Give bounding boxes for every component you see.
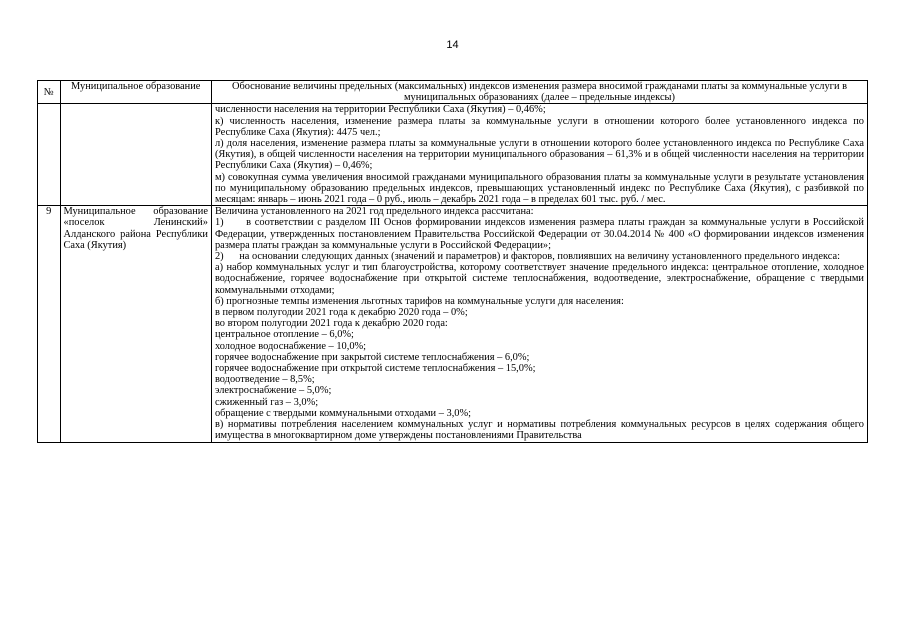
row-municipality — [60, 104, 211, 206]
row-justification — [211, 206, 867, 442]
justification-line: электроснабжение – 5,0%; — [214, 385, 332, 397]
row-justification — [211, 104, 867, 206]
justification-line: 2) на основании следующих данных (значений и параметров) и факторов, повлиявших на величину установленного предельного индекса: — [214, 251, 840, 263]
justification-line: в первом полугодии 2021 года к декабрю 2020 года – 0%; — [214, 307, 468, 319]
justification-line: водоотведение – 8,5%; — [214, 374, 315, 386]
justification-line: во втором полугодии 2021 года к декабрю 2020 года: — [214, 318, 448, 330]
row-number — [38, 104, 61, 206]
row-number: 9 — [38, 206, 61, 442]
page-number: 14 — [446, 39, 459, 51]
justification-line: горячее водоснабжение при открытой системе теплоснабжения – 15,0%; — [214, 363, 536, 375]
justification-line: численности населения на территории Республики Саха (Якутия) – 0,46%; — [214, 104, 546, 116]
justification-line: л) доля населения, изменение размера платы за коммунальные услуги в отношении которого более установленного индекса по Республике Саха (Якутия), в общей численности населения на территории муниципального образования – 61,3% и в общей численности населения на территории Республики Саха (Якутия) – 0,46%; — [214, 138, 864, 172]
justification-line: обращение с твердыми коммунальными отходами – 3,0%; — [214, 407, 472, 419]
header-municipality: Муниципальное образование — [60, 81, 211, 104]
justification-line: к) численность населения, изменение размера платы за коммунальные услуги в отношении которого более установленного индекса по Республике Саха (Якутия): 4475 чел.; — [214, 115, 864, 138]
justification-line: Величина установленного на 2021 год предельного индекса рассчитана: — [214, 206, 534, 218]
justification-line: б) прогнозные темпы изменения льготных тарифов на коммунальные услуги для населения: — [214, 295, 624, 307]
justification-line: холодное водоснабжение – 10,0%; — [214, 340, 367, 352]
justification-line: сжиженный газ – 3,0%; — [214, 396, 319, 408]
justification-line: горячее водоснабжение при закрытой системе теплоснабжения – 6,0%; — [214, 351, 530, 363]
header-num: № — [38, 81, 61, 104]
table-row — [38, 104, 868, 206]
justification-line: м) совокупная сумма увеличения вносимой гражданами муниципального образования платы за коммунальные услуги в результате установления по муниципальному образованию предельных индексов, превышающих установленный индекс по Республике Саха (Якутия), с разбивкой по месяцам: январь – июнь 2021 года – 0 руб., июль – декабрь 2021 года – в пределах 601 тыс. руб. / мес. — [214, 171, 864, 206]
justification-line: а) набор коммунальных услуг и тип благоустройства, которому соответствует значение предельного индекса: центральное отопление, холодное водоснабжение, горячее водоснабжение при открытой системе теплоснабжения, водоотведение, электроснабжение, обращение с твердыми коммунальными отходами; — [214, 262, 864, 296]
table-header-row — [38, 81, 868, 104]
header-justification: Обоснование величины предельных (максимальных) индексов изменения размера вносимой гражданами платы за коммунальные услуги в муниципальных образованиях (далее – предельные индексы) — [211, 81, 867, 104]
justification-table — [37, 80, 868, 443]
justification-line: центральное отопление – 6,0%; — [214, 329, 354, 341]
justification-line: в) нормативы потребления населением коммунальных услуг и нормативы потребления коммунальных ресурсов в целях содержания общего имущества в многоквартирном доме утверждены постановлениями Правительства — [214, 419, 864, 442]
table-row — [38, 206, 868, 442]
row-municipality: Муниципальное образование «поселок Ленинский» Алданского района Республики Саха (Якутия) — [60, 206, 211, 442]
justification-line: 1) в соответствии с разделом III Основ формировании индексов изменения размера платы граждан за коммунальные услуги в Российской Федерации, утвержденных постановлением Правительства Российской Федерации от 30.04.2014 № 400 «О формировании индексов изменения размера платы граждан за коммунальные услуги в Российской Федерации»; — [214, 217, 864, 251]
